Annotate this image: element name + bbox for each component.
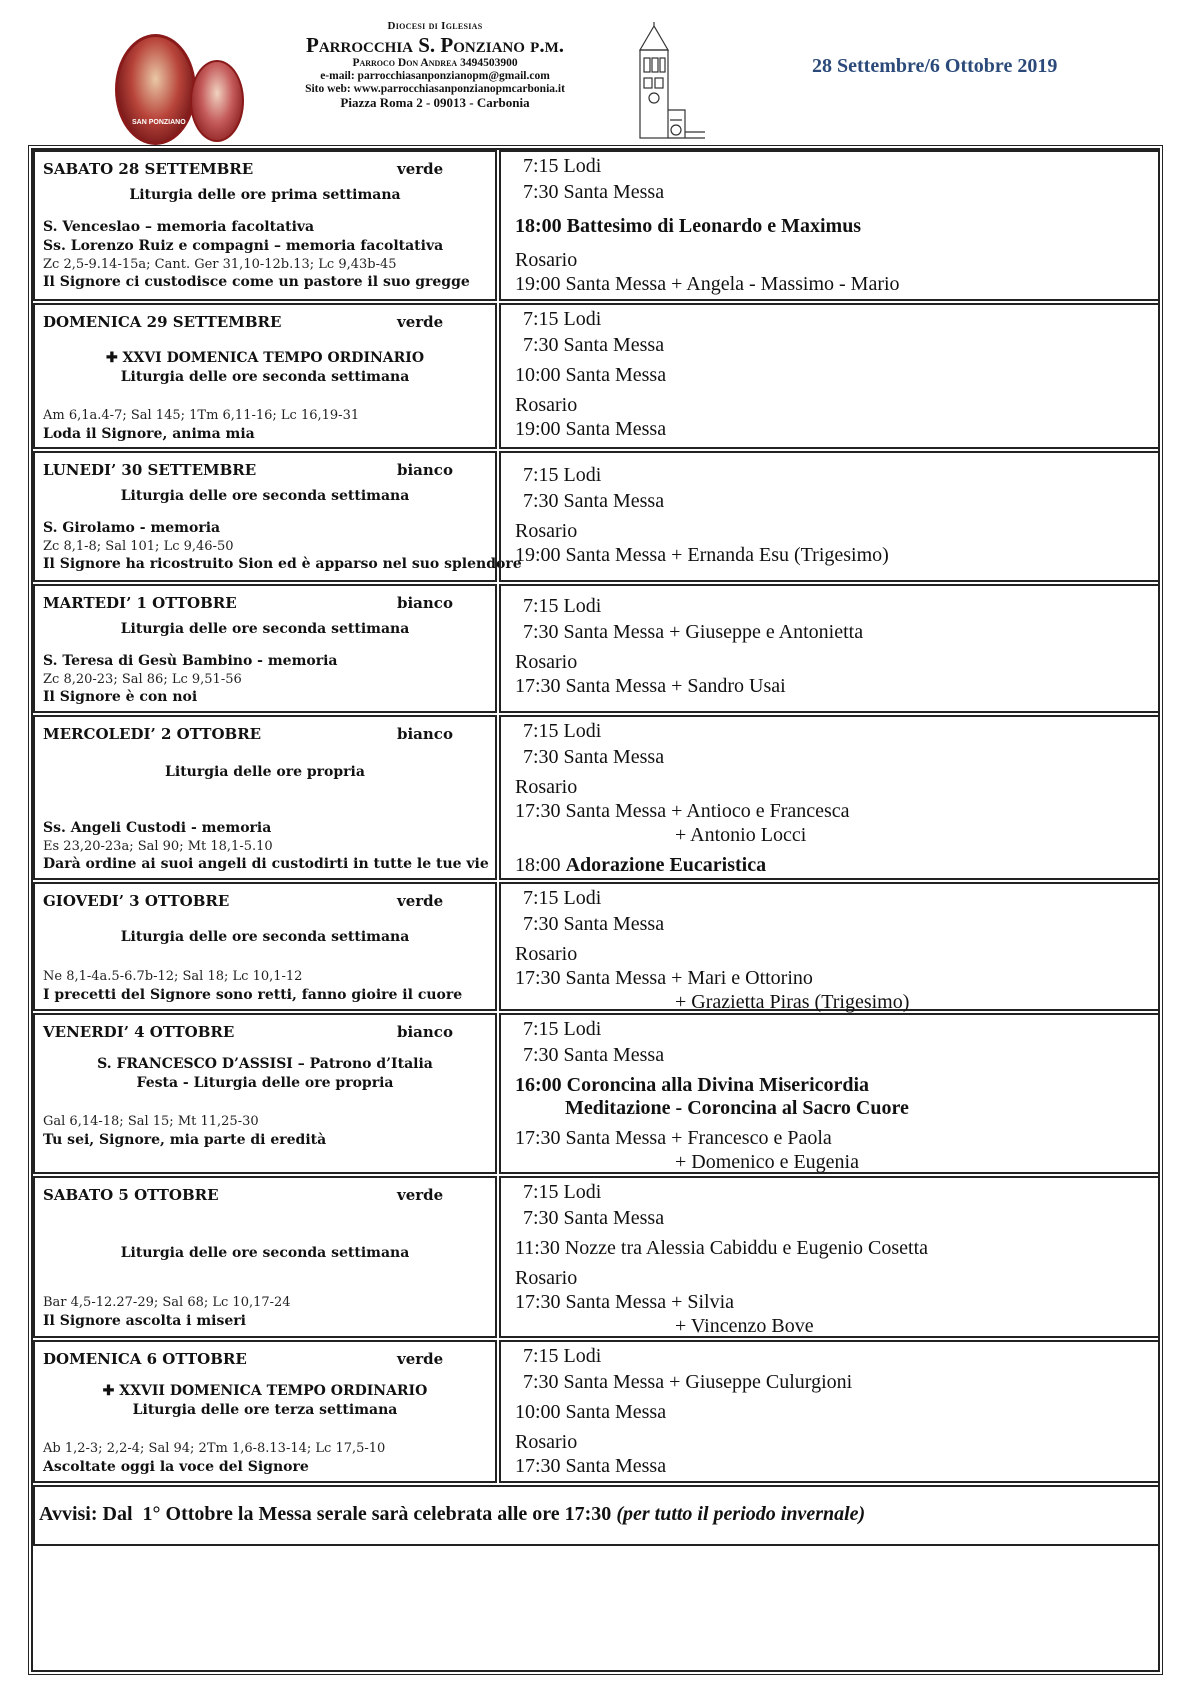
psalm-response: I precetti del Signore sono retti, fanno gioire il cuore: [43, 986, 463, 1003]
schedule-item: 11:30 Nozze tra Alessia Cabiddu e Eugenio Cosetta: [515, 1237, 929, 1259]
schedule-item: Rosario: [515, 249, 578, 271]
memorial: S. Teresa di Gesù Bambino - memoria: [43, 653, 338, 669]
liturgical-color: bianco: [397, 594, 453, 612]
schedule-item: 18:00 Battesimo di Leonardo e Maximus: [515, 215, 862, 237]
day-title: DOMENICA 29 SETTEMBRE: [43, 313, 282, 331]
day-schedule-cell: [499, 715, 1160, 880]
day-title: GIOVEDI’ 3 OTTOBRE: [43, 892, 230, 910]
day-schedule-cell: [499, 1013, 1160, 1174]
memorial: Ss. Lorenzo Ruiz e compagni – memoria facoltativa: [43, 237, 444, 254]
day-title: MERCOLEDI’ 2 OTTOBRE: [43, 725, 262, 743]
notice-label: Avvisi:: [39, 1503, 98, 1525]
day-title: SABATO 5 OTTOBRE: [43, 1186, 219, 1204]
liturgical-color: verde: [397, 1186, 444, 1204]
day-info-cell: [33, 1340, 497, 1483]
psalm-response: Il Signore è con noi: [43, 689, 198, 706]
parish-website: Sito web: www.parrocchiasanponzianopmcarbonia.it: [305, 83, 565, 96]
notice-body: Dal 1° Ottobre la Messa serale sarà celebrata alle ore 17:30: [102, 1503, 612, 1525]
schedule-table-inner: [31, 148, 1160, 1672]
liturgy-week: Liturgia delle ore seconda settimana: [120, 368, 410, 385]
schedule-item: Rosario: [515, 520, 578, 542]
readings: Bar 4,5-12.27-29; Sal 68; Lc 10,17-24: [43, 1295, 291, 1310]
sunday-title: ✚ XXVI DOMENICA TEMPO ORDINARIO: [105, 350, 425, 366]
memorial: S. Girolamo - memoria: [43, 520, 221, 536]
schedule-item: 7:30 Santa Messa: [523, 181, 665, 203]
day-schedule-cell: [499, 150, 1160, 301]
schedule-item: 7:30 Santa Messa: [523, 746, 665, 768]
liturgical-color: bianco: [397, 725, 453, 743]
schedule-item: + Domenico e Eugenia: [675, 1151, 859, 1173]
readings: Zc 2,5-9.14-15a; Cant. Ger 31,10-12b.13; Lc 9,43b-45: [43, 256, 397, 272]
saint-medallion-image: [190, 60, 244, 142]
liturgy-week: Liturgia delle ore seconda settimana: [120, 488, 410, 504]
schedule-item: 7:30 Santa Messa + Giuseppe e Antonietta: [523, 621, 864, 643]
schedule-item: 7:30 Santa Messa: [523, 913, 665, 935]
schedule-item: Rosario: [515, 776, 578, 798]
day-info-cell: [33, 715, 497, 880]
liturgy-week: Liturgia delle ore seconda settimana: [120, 1245, 410, 1261]
readings: Gal 6,14-18; Sal 15; Mt 11,25-30: [43, 1114, 259, 1129]
day-title: LUNEDI’ 30 SETTEMBRE: [43, 461, 257, 479]
schedule-item: 10:00 Santa Messa: [515, 364, 667, 386]
parish-name: Parrocchia S. Ponziano p.m.: [306, 32, 564, 57]
schedule-item: [515, 853, 766, 878]
schedule-item: + Antonio Locci: [675, 824, 807, 846]
notice-box: [33, 1485, 1160, 1546]
schedule-item: 17:30 Santa Messa + Antioco e Francesca: [515, 800, 850, 822]
schedule-item: 17:30 Santa Messa + Mari e Ottorino: [515, 967, 813, 989]
feast-title: S. FRANCESCO D’ASSISI – Patrono d’Italia: [97, 1056, 433, 1072]
week-date-range: 28 Settembre/6 Ottobre 2019: [812, 55, 1058, 77]
day-info-cell: [33, 303, 497, 449]
day-info-cell: [33, 1176, 497, 1338]
schedule-item: + Vincenzo Bove: [675, 1315, 814, 1337]
day-title: DOMENICA 6 OTTOBRE: [43, 1350, 247, 1368]
san-ponziano-medallion-image: [115, 34, 196, 145]
day-schedule-cell: [499, 584, 1160, 713]
liturgy-week: Liturgia delle ore propria: [165, 764, 365, 780]
schedule-item: Meditazione - Coroncina al Sacro Cuore: [565, 1097, 909, 1119]
readings: Ab 1,2-3; 2,2-4; Sal 94; 2Tm 1,6-8.13-14; Lc 17,5-10: [43, 1441, 386, 1456]
day-schedule-cell: [499, 303, 1160, 449]
sunday-title: ✚ XXVII DOMENICA TEMPO ORDINARIO: [102, 1383, 428, 1399]
day-info-cell: [33, 150, 497, 301]
day-schedule-cell: [499, 882, 1160, 1011]
schedule-item: 19:00 Santa Messa: [515, 418, 667, 440]
parish-info: [255, 20, 615, 111]
psalm-response: Ascoltate oggi la voce del Signore: [43, 1458, 309, 1475]
notice-text: [39, 1503, 865, 1526]
day-title: VENERDI’ 4 OTTOBRE: [43, 1023, 235, 1041]
day-title: SABATO 28 SETTEMBRE: [43, 160, 254, 178]
schedule-item: 17:30 Santa Messa: [515, 1455, 667, 1477]
schedule-item: 7:15 Lodi: [523, 720, 602, 742]
schedule-item: 16:00 Coroncina alla Divina Misericordia: [515, 1074, 870, 1096]
day-info-cell: [33, 584, 497, 713]
readings: Es 23,20-23a; Sal 90; Mt 18,1-5.10: [43, 838, 273, 854]
liturgy-week: Liturgia delle ore seconda settimana: [120, 929, 410, 945]
memorial: Ss. Angeli Custodi - memoria: [43, 820, 272, 836]
psalm-response: Il Signore ha ricostruito Sion ed è apparso nel suo splendore: [43, 556, 522, 573]
liturgical-color: verde: [397, 1350, 444, 1368]
notice-note: (per tutto il periodo invernale): [616, 1503, 866, 1525]
psalm-response: Loda il Signore, anima mia: [43, 425, 255, 442]
readings: Am 6,1a.4-7; Sal 145; 1Tm 6,11-16; Lc 16,19-31: [43, 408, 360, 423]
schedule-item: 7:15 Lodi: [523, 1345, 602, 1367]
day-schedule-cell: [499, 1340, 1160, 1483]
schedule-item: Rosario: [515, 394, 578, 416]
psalm-response: Il Signore ci custodisce come un pastore il suo gregge: [43, 274, 470, 291]
parish-priest: Parroco Don Andrea 3494503900: [352, 56, 518, 69]
psalm-response: Il Signore ascolta i miseri: [43, 1312, 246, 1329]
day-info-cell: [33, 451, 522, 582]
schedule-item: 7:15 Lodi: [523, 308, 602, 330]
schedule-item: Rosario: [515, 1267, 578, 1289]
page-header: [0, 0, 1191, 140]
schedule-item: 7:15 Lodi: [523, 1181, 602, 1203]
schedule-item: 7:15 Lodi: [523, 595, 602, 617]
schedule-item: 17:30 Santa Messa + Sandro Usai: [515, 675, 786, 697]
liturgy-week: Liturgia delle ore prima settimana: [129, 187, 401, 203]
liturgical-color: verde: [397, 892, 444, 910]
liturgy-week: Liturgia delle ore seconda settimana: [120, 621, 410, 637]
readings: Zc 8,20-23; Sal 86; Lc 9,51-56: [43, 671, 242, 687]
liturgical-color: verde: [397, 160, 444, 178]
schedule-item: 7:30 Santa Messa: [523, 1207, 665, 1229]
schedule-table: [28, 145, 1163, 1675]
schedule-item: 7:15 Lodi: [523, 1018, 602, 1040]
schedule-item: 17:30 Santa Messa + Francesco e Paola: [515, 1127, 832, 1149]
schedule-item: 7:15 Lodi: [523, 887, 602, 909]
readings: Zc 8,1-8; Sal 101; Lc 9,46-50: [43, 538, 234, 554]
schedule-item: + Grazietta Piras (Trigesimo): [675, 991, 910, 1013]
schedule-item: 17:30 Santa Messa + Silvia: [515, 1291, 735, 1313]
parish-address: Piazza Roma 2 - 09013 - Carbonia: [340, 95, 530, 111]
readings: Ne 8,1-4a.5-6.7b-12; Sal 18; Lc 10,1-12: [43, 969, 303, 984]
schedule-item: 19:00 Santa Messa + Ernanda Esu (Trigesimo): [515, 544, 889, 566]
liturgical-color: bianco: [397, 461, 453, 479]
parish-email: e-mail: parrocchiasanponzianopm@gmail.com: [320, 70, 550, 82]
schedule-item: 7:15 Lodi: [523, 155, 602, 177]
schedule-event: Adorazione Eucaristica: [565, 854, 767, 876]
psalm-response: Darà ordine ai suoi angeli di custodirti in tutte le tue vie: [43, 856, 489, 873]
liturgical-color: bianco: [397, 1023, 453, 1041]
liturgy-week: Festa - Liturgia delle ore propria: [136, 1074, 394, 1091]
psalm-response: Tu sei, Signore, mia parte di eredità: [43, 1131, 327, 1148]
schedule-item: 7:30 Santa Messa: [523, 1044, 665, 1066]
medallion-label: SAN PONZIANO: [132, 119, 186, 126]
schedule-item: 7:15 Lodi: [523, 464, 602, 486]
liturgy-week: Liturgia delle ore terza settimana: [132, 1401, 398, 1418]
schedule-item: 10:00 Santa Messa: [515, 1401, 667, 1423]
schedule-item: 19:00 Santa Messa + Angela - Massimo - Mario: [515, 273, 900, 295]
schedule-time: 18:00: [515, 854, 561, 876]
day-info-cell: [33, 882, 497, 1011]
bell-tower-icon: [630, 20, 710, 140]
day-info-cell: [33, 1013, 497, 1174]
schedule-item: 7:30 Santa Messa: [523, 490, 665, 512]
schedule-item: Rosario: [515, 943, 578, 965]
day-schedule-cell: [499, 1176, 1160, 1338]
memorial: S. Venceslao – memoria facoltativa: [43, 219, 315, 235]
day-title: MARTEDI’ 1 OTTOBRE: [43, 594, 237, 612]
schedule-item: Rosario: [515, 1431, 578, 1453]
day-schedule-cell: [499, 451, 1160, 582]
diocese-name: Diocesi di Iglesias: [387, 20, 483, 32]
liturgical-color: verde: [397, 313, 444, 331]
schedule-item: 7:30 Santa Messa: [523, 334, 665, 356]
schedule-item: Rosario: [515, 651, 578, 673]
schedule-item: 7:30 Santa Messa + Giuseppe Culurgioni: [523, 1371, 853, 1393]
